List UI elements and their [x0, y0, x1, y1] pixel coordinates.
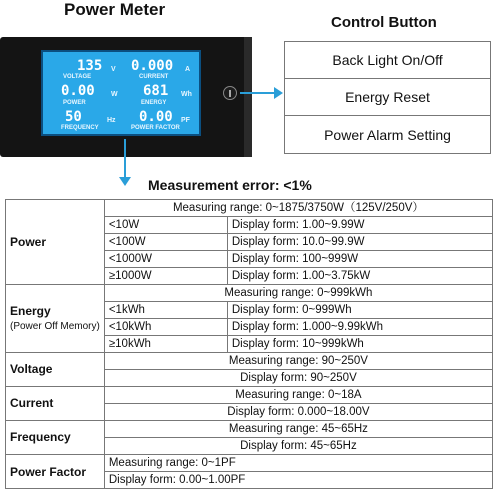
frequency-measuring-range: Measuring range: 45~65Hz — [104, 421, 492, 438]
energy-range-cell: <1kWh — [104, 302, 227, 319]
lcd-current-label: CURRENT — [139, 74, 169, 80]
current-category: Current — [6, 387, 105, 421]
lcd-voltage-value: 135 — [77, 58, 103, 74]
arrow-right-line — [240, 92, 276, 94]
lcd-energy-unit: Wh — [181, 91, 192, 98]
pf-display-form: Display form: 0.00~1.00PF — [104, 472, 492, 489]
energy-form-cell: Display form: 0~999Wh — [227, 302, 492, 319]
pf-measuring-range: Measuring range: 0~1PF — [104, 455, 492, 472]
energy-range-cell: <10kWh — [104, 319, 227, 336]
lcd-screen — [41, 50, 201, 136]
energy-form-cell: Display form: 10~999kWh — [227, 336, 492, 353]
energy-form-cell: Display form: 1.000~9.99kWh — [227, 319, 492, 336]
lcd-frequency-label: FREQUENCY — [61, 125, 99, 131]
frequency-category: Frequency — [6, 421, 105, 455]
power-factor-category: Power Factor — [6, 455, 105, 489]
energy-measuring-range: Measuring range: 0~999kWh — [104, 285, 492, 302]
meter-side-edge — [244, 37, 252, 157]
power-button-icon[interactable] — [223, 86, 237, 100]
lcd-frequency-unit: Hz — [107, 117, 116, 124]
measurement-error-title: Measurement error: <1% — [148, 177, 312, 193]
energy-category — [6, 285, 105, 353]
lcd-frequency-value: 50 — [65, 109, 82, 125]
lcd-power-label: POWER — [63, 100, 86, 106]
power-form-cell: Display form: 10.0~99.9W — [227, 234, 492, 251]
control-power-alarm: Power Alarm Setting — [324, 126, 451, 143]
energy-sublabel: (Power Off Memory) — [10, 320, 100, 332]
power-category: Power — [6, 200, 105, 285]
power-range-cell: <1000W — [104, 251, 227, 268]
arrow-down-line — [124, 139, 126, 179]
lcd-current-value: 0.000 — [131, 58, 174, 74]
power-range-cell: <10W — [104, 217, 227, 234]
spec-table — [5, 199, 493, 489]
power-range-cell: ≥1000W — [104, 268, 227, 285]
lcd-energy-label: ENERGY — [141, 100, 167, 106]
lcd-current-unit: A — [185, 66, 191, 73]
arrow-down-icon — [119, 177, 131, 186]
lcd-voltage-unit: V — [111, 66, 116, 73]
current-display-form: Display form: 0.000~18.00V — [104, 404, 492, 421]
control-energy-reset: Energy Reset — [285, 79, 490, 116]
voltage-measuring-range: Measuring range: 90~250V — [104, 353, 492, 370]
control-backlight: Back Light On/Off — [285, 42, 490, 79]
lcd-voltage-label: VOLTAGE — [63, 74, 92, 80]
control-button-list — [284, 41, 491, 154]
arrow-right-icon — [274, 87, 283, 99]
power-range-cell: <100W — [104, 234, 227, 251]
lcd-pf-label: POWER FACTOR — [131, 125, 180, 131]
power-measuring-range: Measuring range: 0~1875/3750W（125V/250V） — [104, 200, 492, 217]
power-form-cell: Display form: 100~999W — [227, 251, 492, 268]
voltage-category: Voltage — [6, 353, 105, 387]
voltage-display-form: Display form: 90~250V — [104, 370, 492, 387]
page-title: Power Meter — [64, 0, 166, 19]
lcd-energy-value: 681 — [143, 83, 169, 99]
lcd-pf-value: 0.00 — [139, 109, 173, 125]
energy-range-cell: ≥10kWh — [104, 336, 227, 353]
lcd-power-value: 0.00 — [61, 83, 95, 99]
energy-label: Energy — [10, 303, 51, 318]
control-button-title: Control Button — [331, 14, 437, 31]
lcd-power-unit: W — [111, 91, 118, 98]
power-form-cell: Display form: 1.00~9.99W — [227, 217, 492, 234]
lcd-pf-unit: PF — [181, 117, 190, 124]
current-measuring-range: Measuring range: 0~18A — [104, 387, 492, 404]
power-form-cell: Display form: 1.00~3.75kW — [227, 268, 492, 285]
frequency-display-form: Display form: 45~65Hz — [104, 438, 492, 455]
